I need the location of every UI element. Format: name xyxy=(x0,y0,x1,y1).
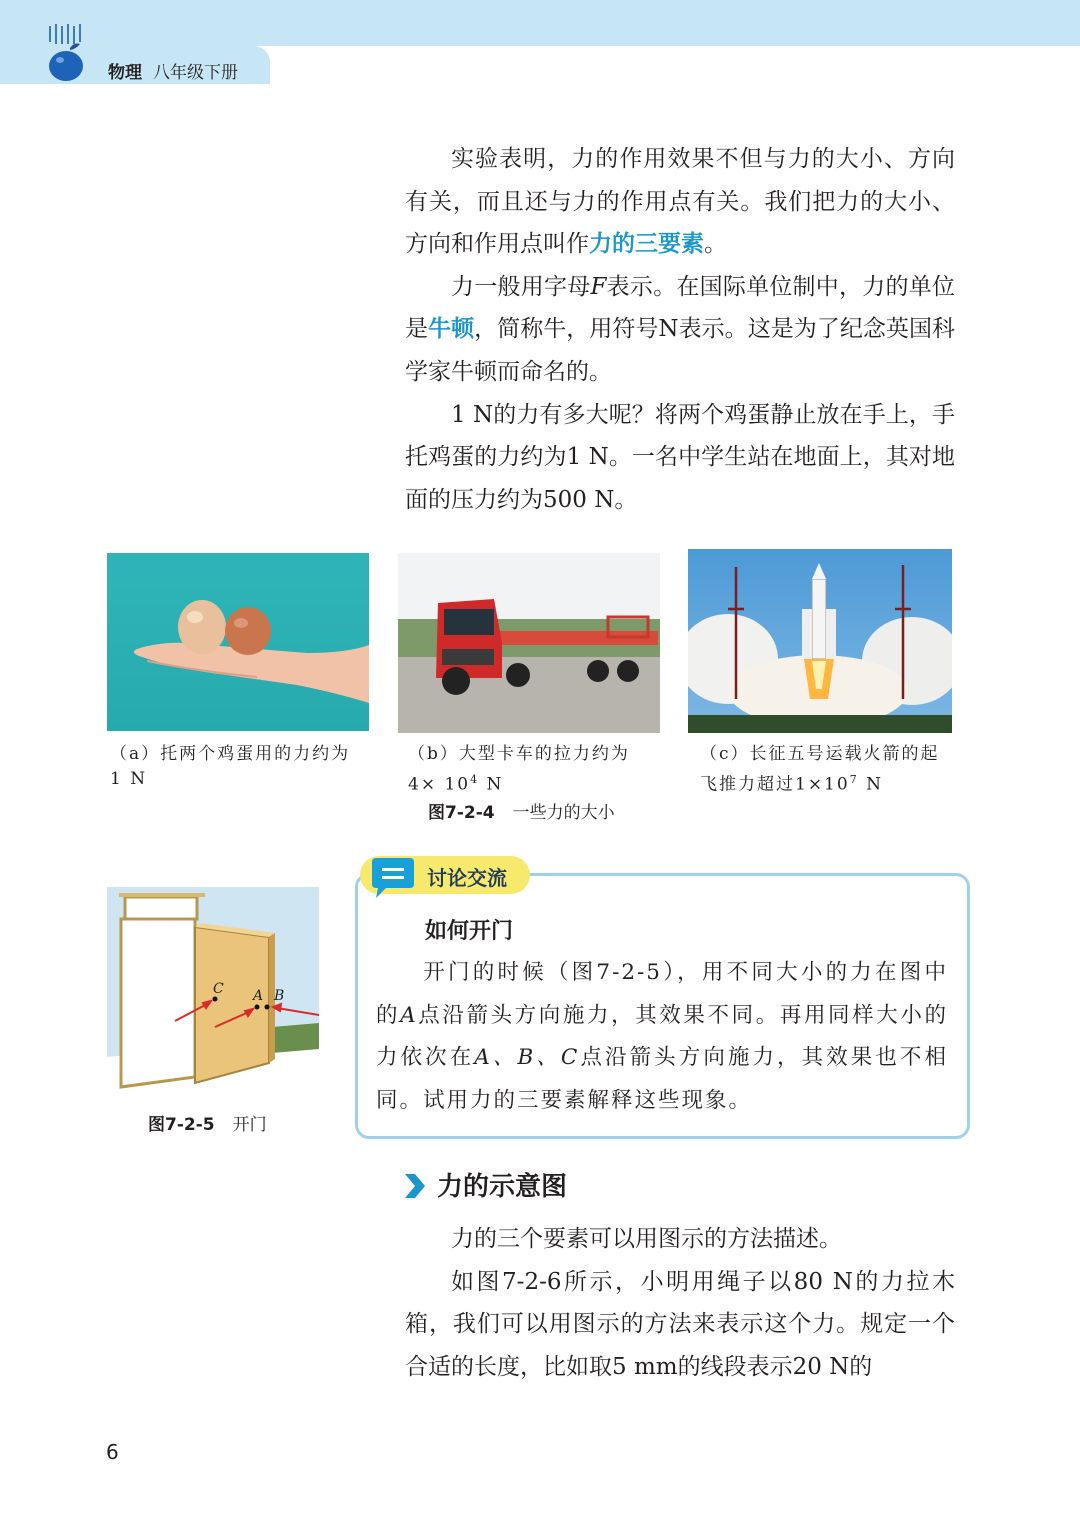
section-paragraph-1: 力的三个要素可以用图示的方法描述。 xyxy=(451,1226,842,1252)
caption-truck: （b）大型卡车的拉力约为 $4\times 10^4$ N xyxy=(408,744,630,795)
paragraph-three-elements: 实验表明，力的作用效果不但与力的大小、方向有关，而且还与力的作用点有关。我们把力的大小、方向和作用点叫作力的三要素。 xyxy=(405,146,955,258)
header-subject: 物理 xyxy=(108,63,142,83)
figure-724-title: 图7-2-4 一些力的大小 xyxy=(428,803,615,823)
point-b-label: B xyxy=(274,988,285,1004)
caption-eggs: （a）托两个鸡蛋用的力约为 1 N xyxy=(110,744,351,789)
intro-text xyxy=(405,138,955,521)
figure-725-title: 图7-2-5 开门 xyxy=(148,1115,267,1135)
term-newton: 牛顿 xyxy=(428,316,475,343)
point-c-label: C xyxy=(213,981,224,997)
chevron-right-icon xyxy=(403,1172,427,1200)
section-text xyxy=(405,1218,955,1388)
illustration-door xyxy=(107,887,319,1101)
discussion-subtitle: 如何开门 xyxy=(425,919,514,944)
page-number: 6 xyxy=(106,1440,119,1464)
paragraph-newton: 力一般用字母F表示。在国际单位制中，力的单位是牛顿，简称牛，用符号N表示。这是为了纪念英国科学家牛顿而命名的。 xyxy=(405,273,956,385)
term-three-elements: 力的三要素 xyxy=(589,231,704,258)
section-paragraph-2: 如图7-2-6所示，小明用绳子以80 N的力拉木箱，我们可以用图示的方法来表示这个力。规定一个合适的长度，比如取5 mm的线段表示20 N的 xyxy=(405,1268,955,1380)
point-a-label: A xyxy=(253,988,264,1004)
discussion-tag-label: 讨论交流 xyxy=(427,866,507,890)
photo-eggs-in-hand xyxy=(107,553,369,731)
caption-rocket: （c）长征五号运载火箭的起 飞推力超过$1\times 10^7$ N xyxy=(700,744,940,795)
header-grade: 八年级下册 xyxy=(153,63,238,83)
section-title: 力的示意图 xyxy=(437,1172,568,1202)
variable-f: F xyxy=(590,273,607,300)
chat-bubble-icon xyxy=(368,856,418,900)
apple-logo-icon xyxy=(44,22,94,84)
paragraph-one-newton: 1 N的力有多大呢？将两个鸡蛋静止放在手上，手托鸡蛋的力约为1 N。一名中学生站在地面上，其对地面的压力约为500 N。 xyxy=(405,401,955,513)
photo-truck xyxy=(398,553,660,733)
photo-rocket-launch xyxy=(688,549,952,733)
header-bar xyxy=(0,0,1080,46)
discussion-body: 开门的时候（图7-2-5），用不同大小的力在图中的A点沿箭头方向施力，其效果不同。再用同样大小的力依次在A、B、C点沿箭头方向施力，其效果也不相同。试用力的三要素解释这些现象。 xyxy=(376,960,948,1113)
